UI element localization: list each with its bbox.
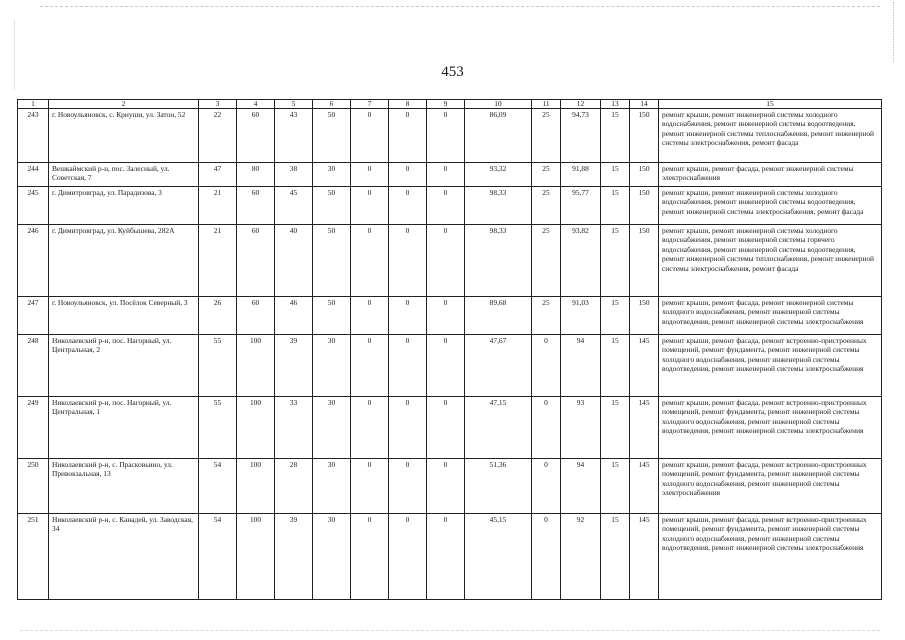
table-row [18,335,882,397]
row-number: 247 [18,297,49,335]
value-cell: 45 [275,187,313,225]
value-cell: 0 [427,163,465,187]
value-cell: 22 [199,109,237,163]
address-cell: г. Новоульяновск, ул. Посёлок Северный, 3 [49,297,199,335]
works-cell: ремонт крыши, ремонт фасада, ремонт встроенно-пристроенных помещений, ремонт фундамента, ремонт инженерной системы холодного водоснабжения, ремонт инженерной системы водоотведения, ремонт инженерной системы электроснабжения [659,335,882,397]
table-row [18,514,882,600]
row-number: 251 [18,514,49,600]
works-cell: ремонт крыши, ремонт фасада, ремонт инженерной системы электроснабжения [659,163,882,187]
value-cell: 15 [601,335,630,397]
row-number: 244 [18,163,49,187]
table-row [18,397,882,459]
column-header: 13 [601,100,630,109]
value-cell: 25 [532,225,561,297]
column-header: 3 [199,100,237,109]
address-cell: Николаевский р-н, пос. Нагорный, ул. Центральная, 2 [49,335,199,397]
row-number: 243 [18,109,49,163]
value-cell: 15 [601,459,630,514]
value-cell: 30 [313,335,351,397]
value-cell: 54 [199,514,237,600]
value-cell: 15 [601,297,630,335]
value-cell: 86,09 [465,109,532,163]
value-cell: 47,15 [465,397,532,459]
value-cell: 15 [601,109,630,163]
value-cell: 54 [199,459,237,514]
value-cell: 91,88 [561,163,601,187]
value-cell: 50 [313,297,351,335]
value-cell: 0 [389,163,427,187]
value-cell: 0 [427,335,465,397]
table-row [18,109,882,163]
value-cell: 26 [199,297,237,335]
value-cell: 0 [532,397,561,459]
value-cell: 0 [427,297,465,335]
value-cell: 145 [630,335,659,397]
scan-artifact-right [893,2,894,62]
value-cell: 0 [351,459,389,514]
value-cell: 0 [427,397,465,459]
value-cell: 55 [199,397,237,459]
value-cell: 100 [237,459,275,514]
row-number: 250 [18,459,49,514]
value-cell: 145 [630,397,659,459]
value-cell: 100 [237,335,275,397]
value-cell: 0 [351,225,389,297]
address-cell: Вешкаймский р-н, пос. Залесный, ул. Советская, 7 [49,163,199,187]
column-header: 1 [18,100,49,109]
value-cell: 25 [532,187,561,225]
value-cell: 45,15 [465,514,532,600]
value-cell: 93 [561,397,601,459]
column-header: 14 [630,100,659,109]
value-cell: 21 [199,187,237,225]
value-cell: 0 [389,459,427,514]
value-cell: 15 [601,225,630,297]
value-cell: 39 [275,335,313,397]
table-row [18,163,882,187]
column-header: 15 [659,100,882,109]
value-cell: 94 [561,335,601,397]
value-cell: 28 [275,459,313,514]
value-cell: 0 [532,514,561,600]
table-row [18,225,882,297]
value-cell: 100 [237,514,275,600]
column-header: 5 [275,100,313,109]
value-cell: 0 [389,225,427,297]
value-cell: 51,36 [465,459,532,514]
address-cell: Николаевский р-н, пос. Нагорный, ул. Центральная, 1 [49,397,199,459]
value-cell: 25 [532,297,561,335]
value-cell: 0 [351,397,389,459]
value-cell: 30 [313,397,351,459]
value-cell: 40 [275,225,313,297]
works-cell: ремонт крыши, ремонт фасада, ремонт встроенно-пристроенных помещений, ремонт фундамента, ремонт инженерной системы холодного водоснабжения, ремонт инженерной системы электроснабжения [659,459,882,514]
value-cell: 30 [313,514,351,600]
value-cell: 145 [630,459,659,514]
row-number: 246 [18,225,49,297]
works-cell: ремонт крыши, ремонт инженерной системы холодного водоснабжения, ремонт инженерной системы горячего водоснабжения, ремонт инженерной системы водоотведения, ремонт инженерной системы теплоснабжения, ремонт инженерной системы электроснабжения, ремонт фасада [659,225,882,297]
value-cell: 46 [275,297,313,335]
value-cell: 150 [630,163,659,187]
value-cell: 0 [389,397,427,459]
scan-artifact-top [40,6,880,7]
value-cell: 47,67 [465,335,532,397]
value-cell: 47 [199,163,237,187]
value-cell: 150 [630,225,659,297]
row-number: 248 [18,335,49,397]
value-cell: 93,32 [465,163,532,187]
value-cell: 0 [427,109,465,163]
value-cell: 89,68 [465,297,532,335]
value-cell: 0 [351,297,389,335]
value-cell: 60 [237,225,275,297]
value-cell: 50 [313,225,351,297]
value-cell: 94,73 [561,109,601,163]
value-cell: 0 [532,335,561,397]
table-row [18,459,882,514]
value-cell: 100 [237,397,275,459]
value-cell: 50 [313,187,351,225]
value-cell: 15 [601,163,630,187]
value-cell: 150 [630,297,659,335]
value-cell: 30 [313,459,351,514]
works-cell: ремонт крыши, ремонт инженерной системы холодного водоснабжения, ремонт инженерной системы водоотведения, ремонт инженерной системы электроснабжения, ремонт фасада [659,187,882,225]
column-header: 4 [237,100,275,109]
table-row [18,297,882,335]
value-cell: 55 [199,335,237,397]
value-cell: 80 [237,163,275,187]
value-cell: 0 [351,187,389,225]
value-cell: 94 [561,459,601,514]
value-cell: 98,33 [465,187,532,225]
address-cell: Николаевский р-н, с. Прасковьино, ул. Привокзальная, 13 [49,459,199,514]
works-cell: ремонт крыши, ремонт фасада, ремонт встроенно-пристроенных помещений, ремонт фундамента, ремонт инженерной системы холодного водоснабжения, ремонт инженерной системы водоотведения, ремонт инженерной системы электроснабжения [659,397,882,459]
value-cell: 50 [313,109,351,163]
value-cell: 98,33 [465,225,532,297]
value-cell: 60 [237,187,275,225]
value-cell: 0 [389,187,427,225]
repair-table [17,99,882,600]
value-cell: 0 [389,109,427,163]
table-header-row [18,100,882,109]
column-header: 7 [351,100,389,109]
value-cell: 92 [561,514,601,600]
works-cell: ремонт крыши, ремонт инженерной системы холодного водоснабжения, ремонт инженерной системы водоотведения, ремонт инженерной системы теплоснабжения, ремонт инженерной системы электроснабжения, ремонт фасада [659,109,882,163]
value-cell: 25 [532,109,561,163]
address-cell: г. Димитровград, ул. Парадизова, 3 [49,187,199,225]
row-number: 249 [18,397,49,459]
value-cell: 0 [532,459,561,514]
value-cell: 150 [630,109,659,163]
value-cell: 0 [351,163,389,187]
column-header: 9 [427,100,465,109]
value-cell: 25 [532,163,561,187]
column-header: 8 [389,100,427,109]
value-cell: 95,77 [561,187,601,225]
value-cell: 91,03 [561,297,601,335]
address-cell: г. Димитровград, ул. Куйбышева, 282А [49,225,199,297]
value-cell: 60 [237,297,275,335]
value-cell: 15 [601,514,630,600]
value-cell: 0 [427,514,465,600]
scan-artifact-bottom [20,630,880,631]
row-number: 245 [18,187,49,225]
value-cell: 0 [427,225,465,297]
value-cell: 38 [275,163,313,187]
value-cell: 0 [389,335,427,397]
value-cell: 43 [275,109,313,163]
value-cell: 0 [389,297,427,335]
column-header: 12 [561,100,601,109]
address-cell: Николаевский р-н, с. Канадей, ул. Заводская, 34 [49,514,199,600]
value-cell: 93,82 [561,225,601,297]
value-cell: 15 [601,187,630,225]
column-header: 10 [465,100,532,109]
table-row [18,187,882,225]
column-header: 11 [532,100,561,109]
value-cell: 33 [275,397,313,459]
value-cell: 0 [351,514,389,600]
value-cell: 0 [427,187,465,225]
value-cell: 30 [313,163,351,187]
value-cell: 21 [199,225,237,297]
column-header: 2 [49,100,199,109]
value-cell: 15 [601,397,630,459]
works-cell: ремонт крыши, ремонт фасада, ремонт инженерной системы холодного водоснабжения, ремонт инженерной системы водоотведения, ремонт инженерной системы электроснабжения [659,297,882,335]
page-number: 453 [441,64,464,80]
value-cell: 0 [351,109,389,163]
value-cell: 39 [275,514,313,600]
value-cell: 0 [389,514,427,600]
works-cell: ремонт крыши, ремонт фасада, ремонт встроенно-пристроенных помещений, ремонт фундамента, ремонт инженерной системы холодного водоснабжения, ремонт инженерной системы водоотведения, ремонт инженерной системы электроснабжения [659,514,882,600]
value-cell: 60 [237,109,275,163]
value-cell: 145 [630,514,659,600]
column-header: 6 [313,100,351,109]
value-cell: 150 [630,187,659,225]
value-cell: 0 [351,335,389,397]
address-cell: г. Новоульяновск, с. Криуши, ул. Затон, 52 [49,109,199,163]
value-cell: 0 [427,459,465,514]
